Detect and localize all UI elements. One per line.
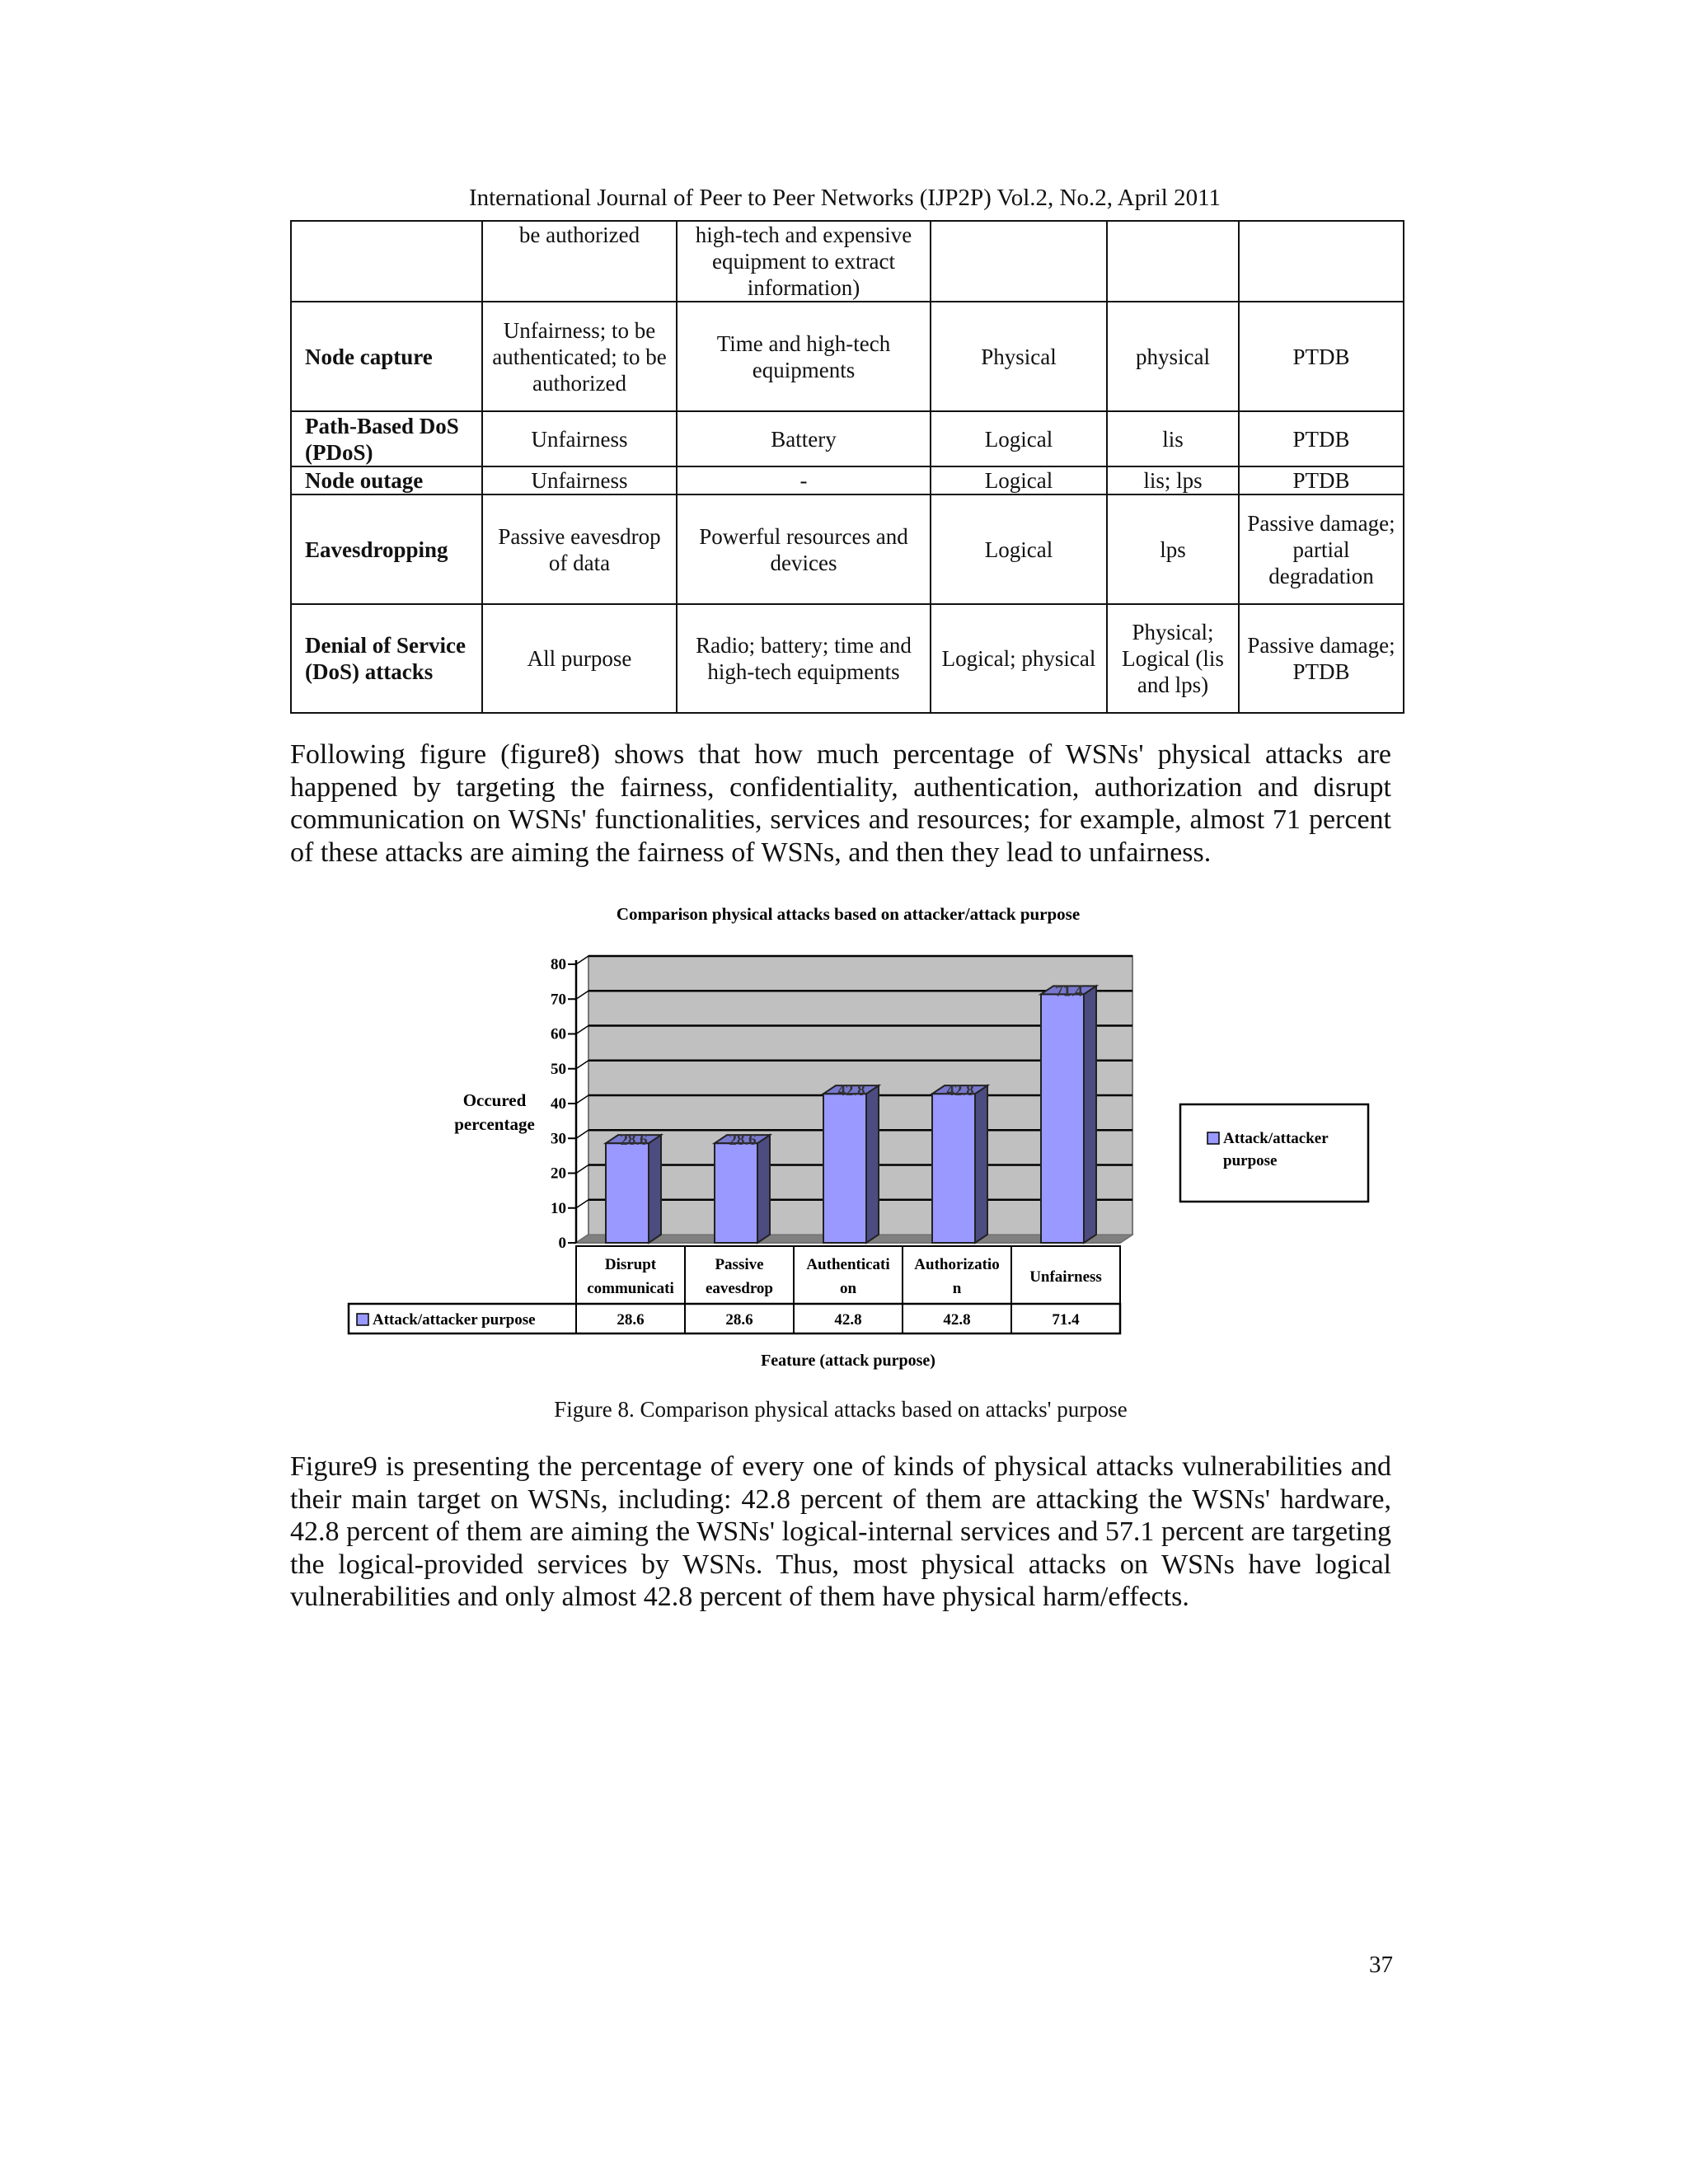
bar <box>606 1143 649 1243</box>
vulnerability-cell: Physical <box>931 302 1107 411</box>
target-cell: lis <box>1107 411 1239 466</box>
series-name-label: Attack/attacker purpose <box>373 1311 536 1329</box>
legend-key-table <box>357 1314 368 1325</box>
paragraph-figure8-intro: Following figure (figure8) shows that how much percentage of WSNs' physical attacks are happened by targeting the fairness, confidentiality, authentication, authorization and disrupt communication on WSNs' functionalities, services and resources; for example, almost 71 percent of these attacks are aiming the fairness of WSNs, and then they lead to unfairness. <box>290 739 1391 868</box>
table-value: 28.6 <box>617 1311 645 1329</box>
attack-name: Node outage <box>291 466 482 494</box>
attacker-purpose-cell: Unfairness; to be authenticated; to be authorized <box>482 302 677 411</box>
y-axis-label: Occured <box>462 1090 527 1110</box>
category-label: Passive <box>715 1256 764 1273</box>
attacker-resources-cell: Battery <box>677 411 931 466</box>
gridline-side <box>576 956 588 964</box>
attacker-purpose-cell: Unfairness <box>482 411 677 466</box>
bar-side <box>866 1085 879 1243</box>
bar-side <box>975 1085 987 1243</box>
y-tick-label: 30 <box>551 1130 566 1148</box>
attack-name: Denial of Service (DoS) attacks <box>291 604 482 713</box>
category-label: Authenticati <box>806 1256 890 1273</box>
gridline-side <box>576 1130 588 1138</box>
target-cell: physical <box>1107 302 1239 411</box>
bar-value-label: 28.6 <box>729 1132 757 1150</box>
attacker-purpose-cell: All purpose <box>482 604 677 713</box>
effect-cell: Passive damage; partial degradation <box>1239 494 1404 604</box>
vulnerability-cell: Logical; physical <box>931 604 1107 713</box>
attacker-purpose-cell: Passive eavesdrop of data <box>482 494 677 604</box>
bar-side <box>1084 986 1096 1243</box>
category-label: Authorizatio <box>914 1256 1000 1273</box>
bar-value-label: 42.8 <box>946 1082 974 1100</box>
bar-value-label: 71.4 <box>1055 982 1083 1001</box>
figure-caption: Figure 8. Comparison physical attacks based on attacks' purpose <box>554 1397 1128 1422</box>
bar-side <box>649 1135 661 1243</box>
table-value: 42.8 <box>834 1311 862 1329</box>
effect-cell: PTDB <box>1239 302 1404 411</box>
bar-side <box>757 1135 770 1243</box>
table-value: 71.4 <box>1052 1311 1080 1329</box>
y-tick-label: 50 <box>551 1060 566 1078</box>
legend-key <box>1207 1132 1219 1144</box>
target-cell: lps <box>1107 494 1239 604</box>
bar <box>1041 994 1084 1243</box>
category-label: eavesdrop <box>706 1280 773 1297</box>
target-cell: lis; lps <box>1107 466 1239 494</box>
category-label: on <box>839 1280 857 1297</box>
vulnerability-cell: Logical <box>931 494 1107 604</box>
table-value: 42.8 <box>943 1311 971 1329</box>
attacker-purpose-cell: be authorized <box>482 221 677 302</box>
effect-cell: PTDB <box>1239 466 1404 494</box>
legend-label: purpose <box>1223 1152 1278 1169</box>
category-label: n <box>952 1280 962 1297</box>
gridline-side <box>576 1200 588 1208</box>
y-tick-label: 10 <box>551 1199 566 1217</box>
attack-name: Node capture <box>291 302 482 411</box>
attacker-resources-cell: high-tech and expensive equipment to extract information) <box>677 221 931 302</box>
effect-cell: PTDB <box>1239 411 1404 466</box>
x-axis-label: Feature (attack purpose) <box>761 1352 935 1370</box>
journal-header: International Journal of Peer to Peer Networks (IJP2P) Vol.2, No.2, April 2011 <box>468 185 1221 211</box>
vulnerability-cell: Logical <box>931 411 1107 466</box>
y-axis-label: percentage <box>454 1114 535 1134</box>
bar-value-label: 28.6 <box>620 1132 648 1150</box>
vulnerability-cell: Logical <box>931 466 1107 494</box>
legend-label: Attack/attacker <box>1223 1130 1329 1147</box>
page-number: 37 <box>1369 1952 1393 1978</box>
attack-name: Eavesdropping <box>291 494 482 604</box>
y-tick-label: 40 <box>551 1095 566 1113</box>
attacker-purpose-cell: Unfairness <box>482 466 677 494</box>
gridline-side <box>576 991 588 999</box>
y-tick-label: 70 <box>551 991 566 1009</box>
attacker-resources-cell: Radio; battery; time and high-tech equipments <box>677 604 931 713</box>
target-cell: Physical; Logical (lis and lps) <box>1107 604 1239 713</box>
gridline-side <box>576 1095 588 1104</box>
gridline-side <box>576 1165 588 1174</box>
gridline-side <box>576 1061 588 1069</box>
attacker-resources-cell: Powerful resources and devices <box>677 494 931 604</box>
attack-name: Path-Based DoS (PDoS) <box>291 411 482 466</box>
bar <box>823 1094 866 1243</box>
gridline-side <box>576 1026 588 1034</box>
bar-value-label: 42.8 <box>837 1082 865 1100</box>
attacker-resources-cell: - <box>677 466 931 494</box>
y-tick-label: 60 <box>551 1025 566 1043</box>
paragraph-figure9-intro: Figure9 is presenting the percentage of every one of kinds of physical attacks vulnerabilities and their main target on WSNs, including: 42.8 percent of them are attacking the WSNs' hardware, 42.8 percent of them are aiming the WSNs' logical-internal services and 57.1 percent are targeting the logical-provided services by WSNs. Thus, most physical attacks on WSNs have logical vulnerabilities and only almost 42.8 percent of them have physical harm/effects. <box>290 1451 1391 1612</box>
bar <box>932 1094 975 1243</box>
chart-title: Comparison physical attacks based on attacker/attack purpose <box>616 904 1081 924</box>
category-label: Disrupt <box>604 1256 657 1273</box>
category-label: Unfairness <box>1029 1268 1102 1286</box>
table-value: 28.6 <box>725 1311 753 1329</box>
y-tick-label: 0 <box>558 1235 566 1252</box>
y-tick-label: 20 <box>551 1165 566 1183</box>
bar <box>715 1143 757 1243</box>
effect-cell: Passive damage; PTDB <box>1239 604 1404 713</box>
category-label: communicati <box>587 1280 674 1297</box>
attacker-resources-cell: Time and high-tech equipments <box>677 302 931 411</box>
y-tick-label: 80 <box>551 956 566 973</box>
